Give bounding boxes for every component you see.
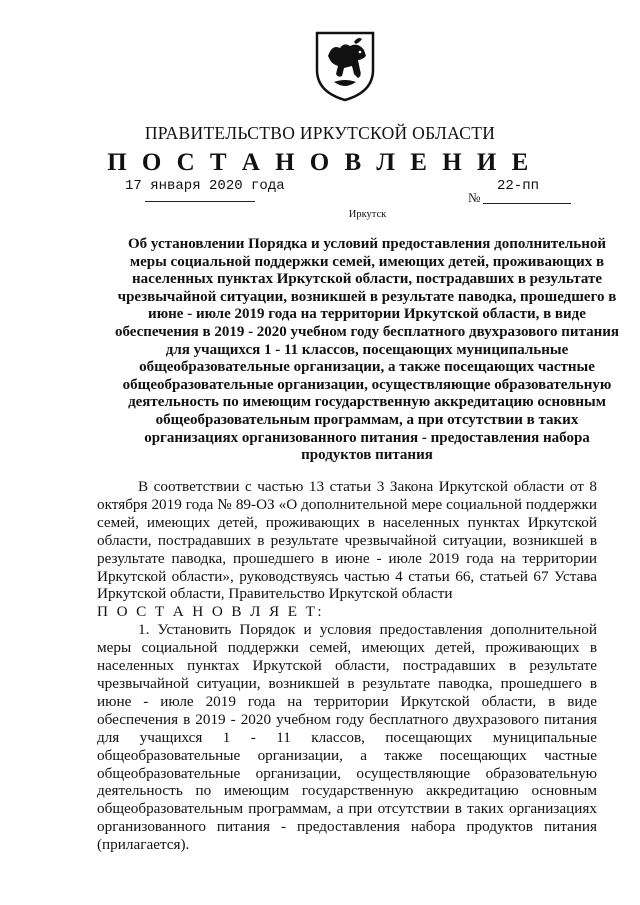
item-1-paragraph: 1. Установить Порядок и условия предоставления дополнительной меры социальной поддержки семей, имеющих детей, проживающих в населенных пунктах Иркутской области, пострадавших в результате чрезвычайной ситуации, возникшей в результате паводка, прошедшего в июне - июле 2019 года на территории Иркутской области, в виде обеспечения в 2019 - 2020 учебном году бесплатного двухразового питания для учащихся 1 - 11 классов, посещающих муниципальные общеобразовательные организации, а также посещающих частные общеобразовательные организации, осуществляющие образовательную деятельность по имеющим государственную аккредитацию основным общеобразовательным программам, а при отсутствии в таких организациях организованного питания - предоставления набора продуктов питания (прилагается). — [97, 621, 597, 854]
preamble-paragraph: В соответствии с частью 13 статьи 3 Закона Иркутской области от 8 октября 2019 года № 89-ОЗ «О дополнительной мере социальной поддержки семей, имеющих детей, проживающих в населенных пунктах Иркутской области, пострадавших в результате чрезвычайной ситуации, возникшей в результате паводка, прошедшего в июне - июле 2019 года на территории Иркутской области», руководствуясь частью 4 статьи 66, статьей 67 Устава Иркутской области, Правительство Иркутской области — [97, 478, 597, 603]
document-type: П О С Т А Н О В Л Е Н И Е — [107, 149, 533, 176]
government-name: ПРАВИТЕЛЬСТВО ИРКУТСКОЙ ОБЛАСТИ — [144, 123, 496, 143]
city: Иркутск — [348, 209, 387, 220]
document-date: 17 января 2020 года — [125, 178, 285, 194]
date-underline — [145, 201, 255, 202]
resolves-heading: П О С Т А Н О В Л Я Е Т: — [97, 603, 324, 621]
document-body — [97, 478, 597, 854]
coat-of-arms-icon — [314, 30, 376, 102]
number-underline — [483, 203, 571, 204]
document-number: 22-пп — [497, 178, 540, 194]
number-sign: № — [468, 190, 481, 205]
document-subject: Об установлении Порядка и условий предоставления дополнительной меры социальной поддержки семей, имеющих детей, проживающих в населенных пунктах Иркутской области, пострадавших в результате чрезвычайной ситуации, возникшей в результате паводка, прошедшего в июне - июле 2019 года на территории Иркутской области, в виде обеспечения в 2019 - 2020 учебном году бесплатного двухразового питания для учащихся 1 - 11 классов, посещающих муниципальные общеобразовательные организации, а также посещающих частные общеобразовательные организации, осуществляющие образовательную деятельность по имеющим государственную аккредитацию основным общеобразовательным программам, а при отсутствии в таких организациях организованного питания - предоставления набора продуктов питания — [114, 236, 620, 464]
